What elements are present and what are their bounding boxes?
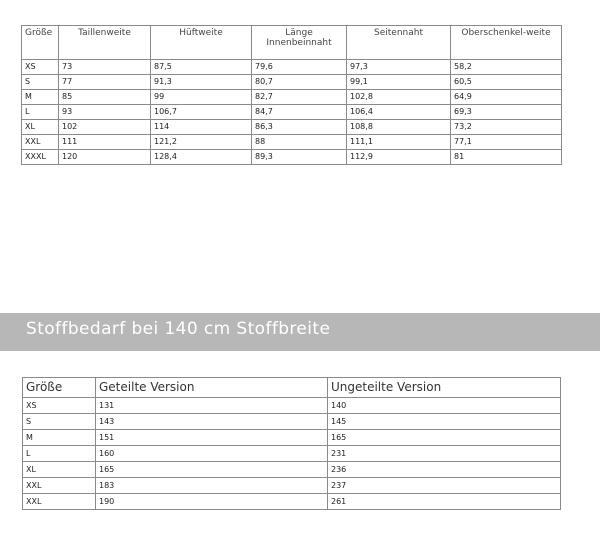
hueftweite-cell: 87,5 bbox=[151, 60, 252, 75]
header-groesse: Größe bbox=[22, 26, 59, 60]
table-row bbox=[23, 478, 561, 494]
oberschenkelweite-cell: 64,9 bbox=[451, 90, 562, 105]
size-cell: S bbox=[22, 75, 59, 90]
ungeteilte-version-cell: 145 bbox=[328, 414, 561, 430]
innenbeinnaht-cell: 82,7 bbox=[252, 90, 347, 105]
seitennaht-cell: 111,1 bbox=[347, 135, 451, 150]
fabric-requirement-banner bbox=[0, 313, 600, 351]
size-cell: XXL bbox=[22, 135, 59, 150]
header-laenge-innenbeinnaht: Länge Innenbeinnaht bbox=[252, 26, 347, 60]
hueftweite-cell: 121,2 bbox=[151, 135, 252, 150]
geteilte-version-cell: 131 bbox=[96, 398, 328, 414]
oberschenkelweite-cell: 60,5 bbox=[451, 75, 562, 90]
size-cell: M bbox=[23, 430, 96, 446]
hueftweite-cell: 99 bbox=[151, 90, 252, 105]
innenbeinnaht-cell: 88 bbox=[252, 135, 347, 150]
oberschenkelweite-cell: 73,2 bbox=[451, 120, 562, 135]
hueftweite-cell: 91,3 bbox=[151, 75, 252, 90]
taillenweite-cell: 77 bbox=[59, 75, 151, 90]
geteilte-version-cell: 151 bbox=[96, 430, 328, 446]
ungeteilte-version-cell: 231 bbox=[328, 446, 561, 462]
oberschenkelweite-cell: 69,3 bbox=[451, 105, 562, 120]
table-row bbox=[23, 446, 561, 462]
innenbeinnaht-cell: 89,3 bbox=[252, 150, 347, 165]
size-chart-body bbox=[22, 60, 562, 165]
seitennaht-cell: 97,3 bbox=[347, 60, 451, 75]
hueftweite-cell: 128,4 bbox=[151, 150, 252, 165]
ungeteilte-version-cell: 236 bbox=[328, 462, 561, 478]
table-row bbox=[22, 90, 562, 105]
innenbeinnaht-cell: 79,6 bbox=[252, 60, 347, 75]
geteilte-version-cell: 165 bbox=[96, 462, 328, 478]
seitennaht-cell: 112,9 bbox=[347, 150, 451, 165]
innenbeinnaht-cell: 86,3 bbox=[252, 120, 347, 135]
innenbeinnaht-cell: 80,7 bbox=[252, 75, 347, 90]
size-cell: XXL bbox=[23, 494, 96, 510]
table-row bbox=[23, 430, 561, 446]
taillenweite-cell: 93 bbox=[59, 105, 151, 120]
fabric-requirement-table bbox=[22, 377, 561, 510]
seitennaht-cell: 106,4 bbox=[347, 105, 451, 120]
header-taillenweite: Taillenweite bbox=[59, 26, 151, 60]
size-chart-table bbox=[21, 25, 562, 165]
size-cell: XS bbox=[22, 60, 59, 75]
oberschenkelweite-cell: 81 bbox=[451, 150, 562, 165]
taillenweite-cell: 111 bbox=[59, 135, 151, 150]
size-chart-header-row bbox=[22, 26, 562, 60]
taillenweite-cell: 120 bbox=[59, 150, 151, 165]
hueftweite-cell: 114 bbox=[151, 120, 252, 135]
taillenweite-cell: 73 bbox=[59, 60, 151, 75]
size-cell: XXXL bbox=[22, 150, 59, 165]
fabric-header-row bbox=[23, 378, 561, 398]
ungeteilte-version-cell: 140 bbox=[328, 398, 561, 414]
table-row bbox=[23, 494, 561, 510]
innenbeinnaht-cell: 84,7 bbox=[252, 105, 347, 120]
size-cell: L bbox=[22, 105, 59, 120]
size-cell: L bbox=[23, 446, 96, 462]
size-cell: XL bbox=[23, 462, 96, 478]
header-groesse: Größe bbox=[23, 378, 96, 398]
fabric-table-body bbox=[23, 398, 561, 510]
table-row bbox=[22, 60, 562, 75]
geteilte-version-cell: 160 bbox=[96, 446, 328, 462]
oberschenkelweite-cell: 77,1 bbox=[451, 135, 562, 150]
size-cell: XXL bbox=[23, 478, 96, 494]
ungeteilte-version-cell: 261 bbox=[328, 494, 561, 510]
header-geteilte-version: Geteilte Version bbox=[96, 378, 328, 398]
table-row bbox=[22, 150, 562, 165]
oberschenkelweite-cell: 58,2 bbox=[451, 60, 562, 75]
size-cell: M bbox=[22, 90, 59, 105]
geteilte-version-cell: 190 bbox=[96, 494, 328, 510]
size-cell: XS bbox=[23, 398, 96, 414]
seitennaht-cell: 99,1 bbox=[347, 75, 451, 90]
table-row bbox=[23, 398, 561, 414]
table-row bbox=[22, 120, 562, 135]
table-row bbox=[23, 414, 561, 430]
seitennaht-cell: 102,8 bbox=[347, 90, 451, 105]
header-hueftweite: Hüftweite bbox=[151, 26, 252, 60]
table-row bbox=[22, 105, 562, 120]
table-row bbox=[22, 135, 562, 150]
hueftweite-cell: 106,7 bbox=[151, 105, 252, 120]
header-oberschenkelweite: Oberschenkel-weite bbox=[451, 26, 562, 60]
header-ungeteilte-version: Ungeteilte Version bbox=[328, 378, 561, 398]
banner-title: Stoffbedarf bei 140 cm Stoffbreite bbox=[26, 319, 331, 339]
size-cell: XL bbox=[22, 120, 59, 135]
taillenweite-cell: 102 bbox=[59, 120, 151, 135]
taillenweite-cell: 85 bbox=[59, 90, 151, 105]
ungeteilte-version-cell: 237 bbox=[328, 478, 561, 494]
geteilte-version-cell: 143 bbox=[96, 414, 328, 430]
seitennaht-cell: 108,8 bbox=[347, 120, 451, 135]
header-seitennaht: Seitennaht bbox=[347, 26, 451, 60]
size-cell: S bbox=[23, 414, 96, 430]
ungeteilte-version-cell: 165 bbox=[328, 430, 561, 446]
table-row bbox=[22, 75, 562, 90]
table-row bbox=[23, 462, 561, 478]
geteilte-version-cell: 183 bbox=[96, 478, 328, 494]
